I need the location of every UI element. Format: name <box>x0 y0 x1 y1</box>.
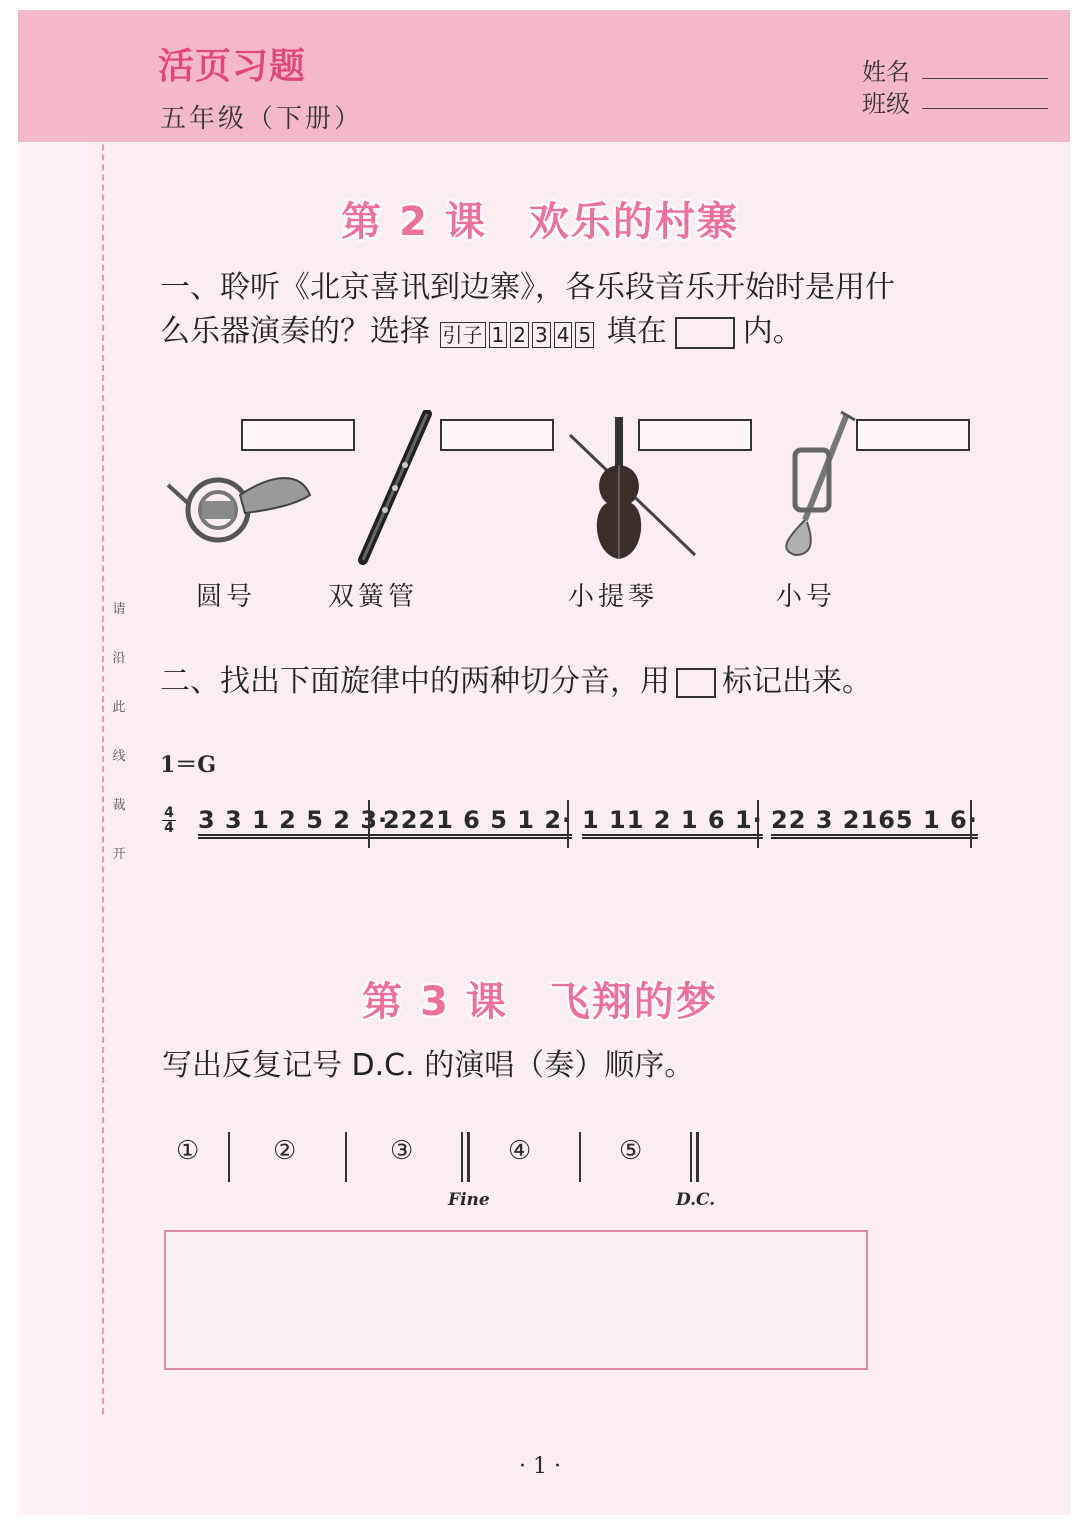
fine-double-barline <box>461 1132 470 1182</box>
answer-box-sample <box>675 317 735 349</box>
answer-box-horn[interactable] <box>241 419 355 451</box>
trumpet-icon <box>775 410 865 560</box>
sequence-item-3: ③ <box>390 1136 414 1166</box>
instrument-label-oboe: 双簧管 <box>328 582 419 612</box>
answer-box-trumpet[interactable] <box>856 419 970 451</box>
melody-bar-1[interactable]: 3 3 1 2 5 2 3· <box>198 806 389 834</box>
option-2: 2 <box>510 322 529 348</box>
lesson-3-instruction: 写出反复记号 D.C. 的演唱（奏）顺序。 <box>162 1048 695 1083</box>
grade-label: 五年级（下册） <box>160 104 364 134</box>
name-field[interactable] <box>922 78 1048 79</box>
question-1-line-2 <box>160 310 803 355</box>
instrument-label-violin: 小提琴 <box>568 582 659 612</box>
barline <box>567 800 569 848</box>
page-number: · 1 · <box>519 1454 561 1479</box>
sequence-item-2: ② <box>273 1136 297 1166</box>
cut-instruction <box>108 598 130 892</box>
time-signature <box>162 806 176 835</box>
melody-bar-2[interactable]: 2221 6 5 1 2· <box>383 806 573 834</box>
cut-char: 请 <box>112 602 126 617</box>
barline <box>368 800 370 848</box>
lesson-2-title: 第 2 课 欢乐的村寨 <box>341 199 739 245</box>
cut-char: 开 <box>112 847 126 862</box>
dc-mark: D.C. <box>676 1190 716 1210</box>
class-label: 班级 <box>862 90 910 118</box>
option-intro: 引子 <box>440 322 486 348</box>
question-1-line-1: 一、聆听《北京喜讯到边寨》，各乐段音乐开始时是用什 <box>160 270 895 305</box>
class-field[interactable] <box>922 108 1048 109</box>
cut-char: 此 <box>112 700 126 715</box>
sequence-item-1: ① <box>176 1136 200 1166</box>
question-1-text-b: 填在 <box>606 314 667 349</box>
barline <box>345 1132 347 1182</box>
answer-box-oboe[interactable] <box>440 419 554 451</box>
sequence-item-5: ⑤ <box>619 1136 643 1166</box>
question-1-text-c: 内。 <box>742 314 803 349</box>
melody-bar-3[interactable]: 1 11 2 1 6 1· <box>582 806 763 834</box>
barline <box>579 1132 581 1182</box>
time-signature-bottom: 4 <box>164 820 174 836</box>
option-4: 4 <box>554 322 573 348</box>
barline <box>757 800 759 848</box>
end-double-barline <box>690 1132 699 1182</box>
answer-area[interactable] <box>164 1230 868 1370</box>
cut-char: 线 <box>112 749 126 764</box>
name-label: 姓名 <box>862 58 910 86</box>
option-5: 5 <box>575 322 594 348</box>
instrument-label-horn: 圆号 <box>196 582 257 612</box>
question-2 <box>160 660 872 704</box>
option-1: 1 <box>489 322 508 348</box>
violin-icon <box>565 415 700 565</box>
cut-char: 裁 <box>112 798 126 813</box>
melody-bar-4[interactable]: 22 3 2165 1 6· <box>771 806 978 834</box>
oboe-icon <box>355 410 435 565</box>
mark-box-sample <box>676 668 716 698</box>
time-signature-top: 4 <box>164 805 174 821</box>
french-horn-icon <box>160 455 320 555</box>
instrument-label-trumpet: 小号 <box>776 582 837 612</box>
sequence-item-4: ④ <box>508 1136 532 1166</box>
question-2-text-a: 二、找出下面旋律中的两种切分音，用 <box>160 664 670 699</box>
question-1-text-a: 么乐器演奏的？选择 <box>160 314 430 349</box>
final-barline <box>970 800 972 848</box>
fine-mark: Fine <box>448 1190 490 1210</box>
answer-options <box>440 311 598 355</box>
brand-title: 活页习题 <box>158 46 307 87</box>
option-3: 3 <box>532 322 551 348</box>
key-signature: 1＝G <box>160 752 217 778</box>
lesson-3-title: 第 3 课 飞翔的梦 <box>362 979 718 1025</box>
cut-char: 沿 <box>112 651 126 666</box>
barline <box>228 1132 230 1182</box>
question-2-text-b: 标记出来。 <box>722 664 872 699</box>
